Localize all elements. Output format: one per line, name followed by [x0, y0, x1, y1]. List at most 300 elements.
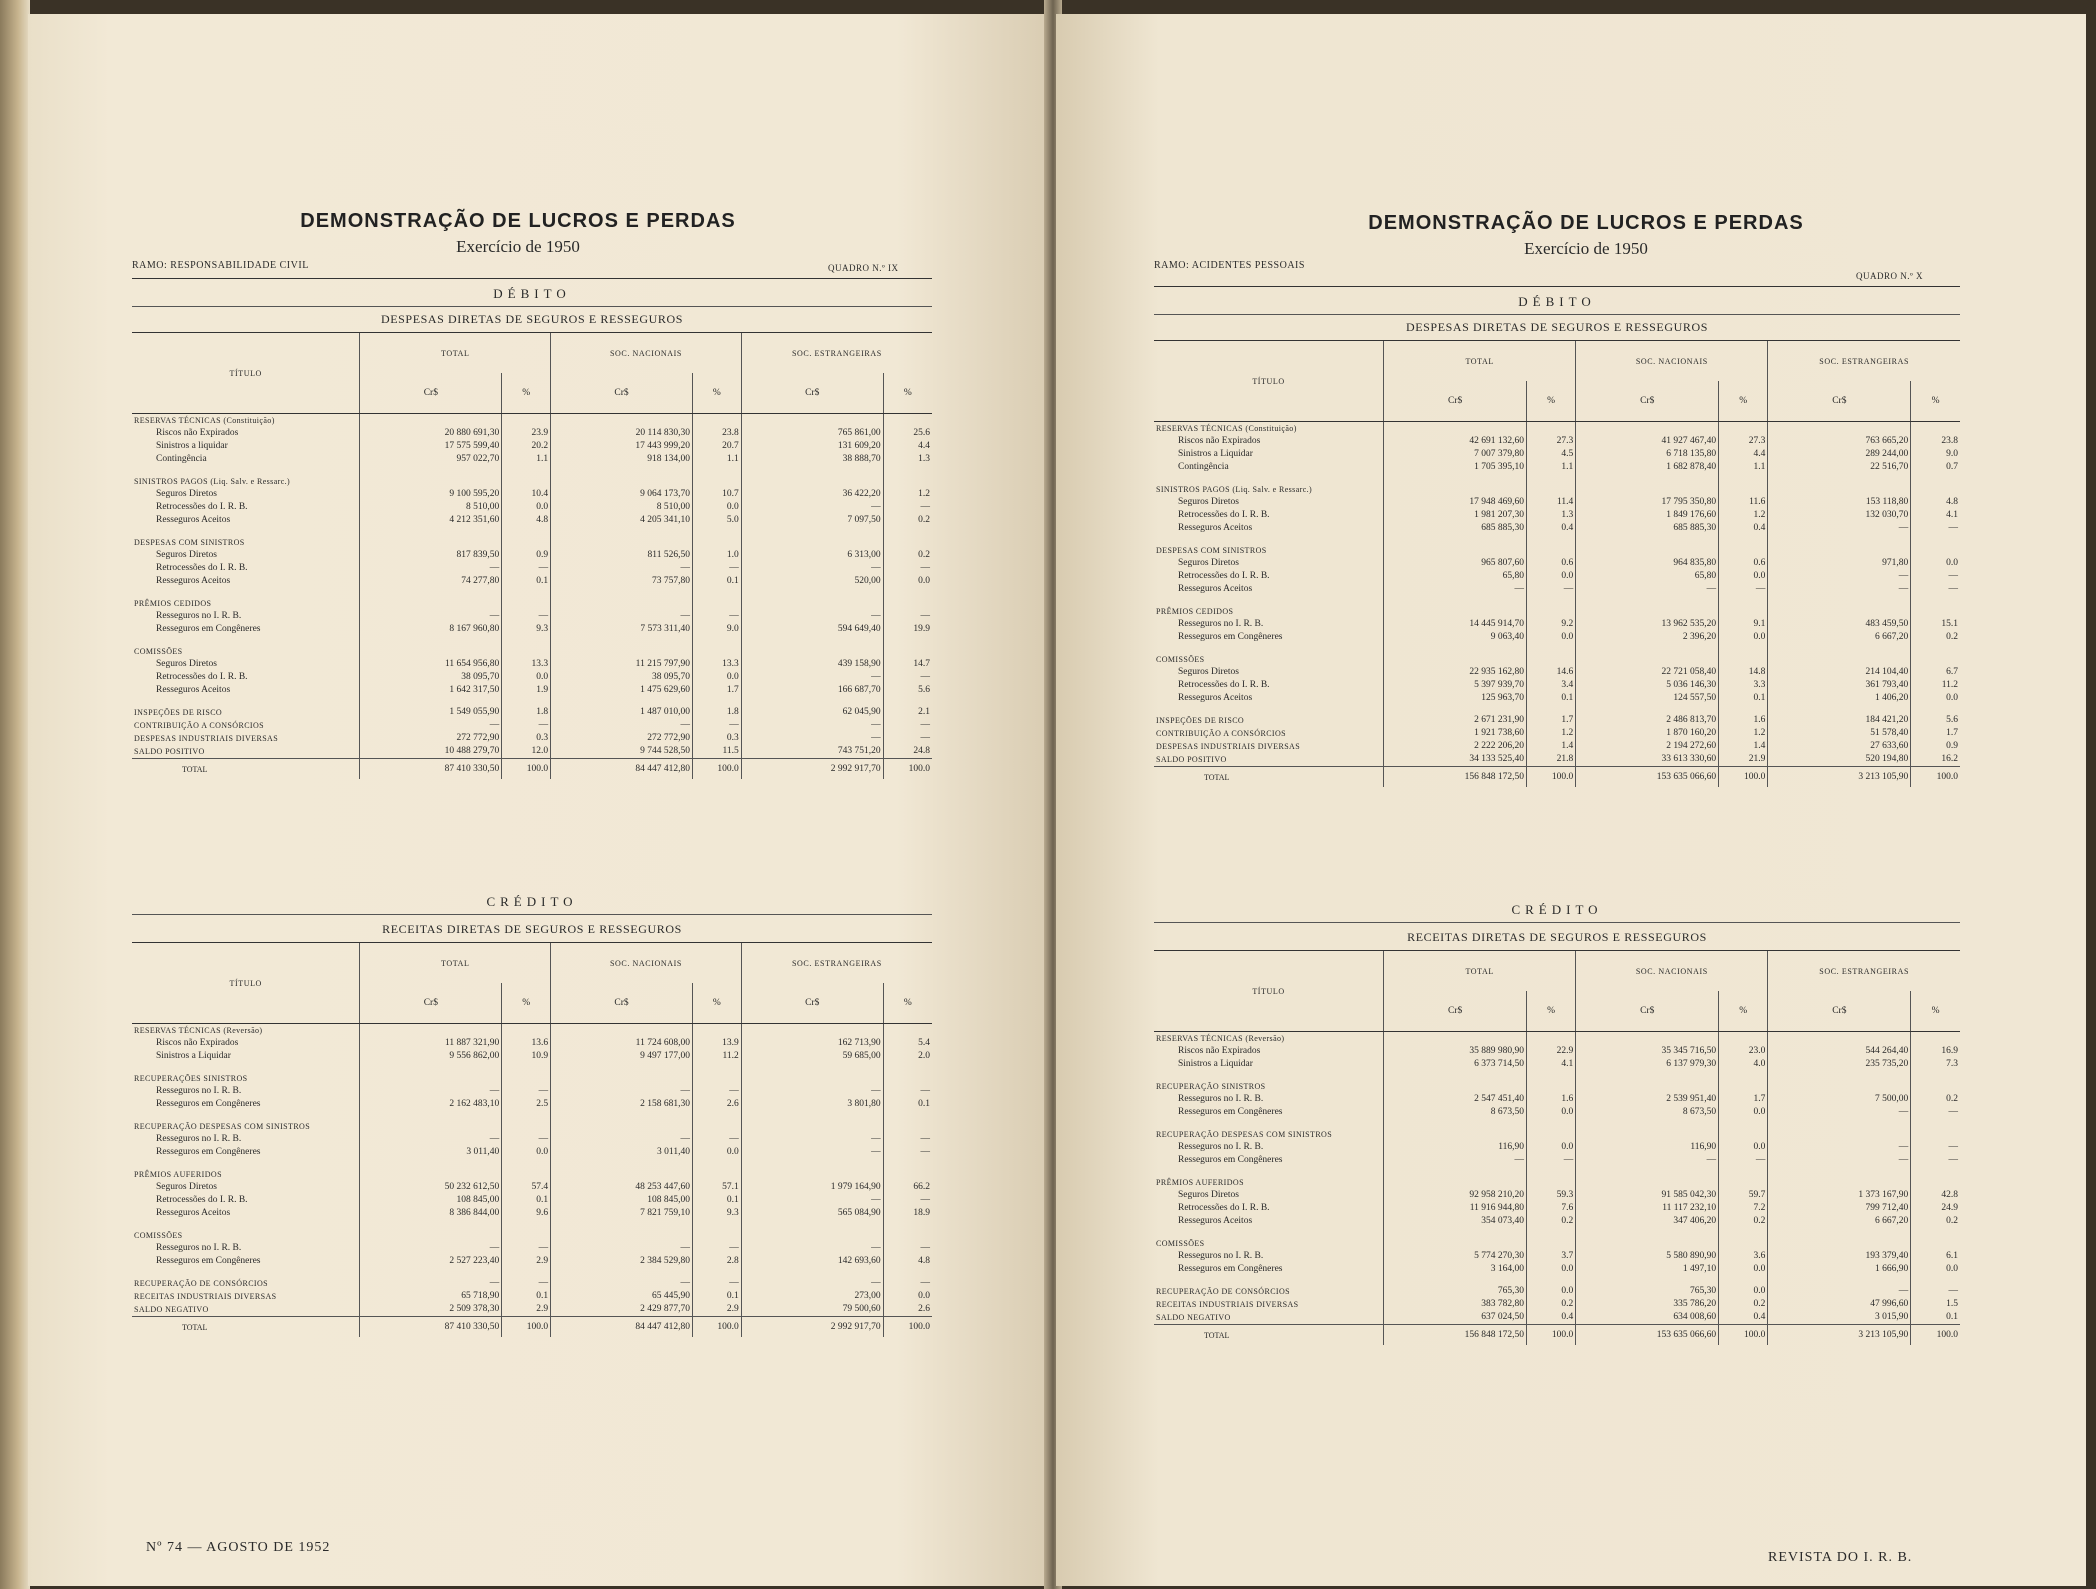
percent-cell: [692, 536, 741, 549]
right-page: [1056, 14, 2086, 1586]
amount-cell: 20 114 830,30: [551, 427, 693, 440]
table-row: [1154, 1106, 1960, 1119]
row-label: DESPESAS COM SINISTROS: [134, 538, 245, 547]
percent-header: %: [1911, 991, 1960, 1032]
row-gap: [1719, 644, 1768, 653]
percent-cell: 0.1: [1527, 692, 1576, 705]
row-gap: [692, 1220, 741, 1229]
amount-cell: 8 510,00: [551, 501, 693, 514]
row-gap: [883, 527, 932, 536]
table-row: [132, 732, 932, 745]
amount-cell: 2 992 917,70: [741, 1317, 883, 1338]
table-row: [132, 1133, 932, 1146]
amount-cell: —: [741, 719, 883, 732]
table-row: [1154, 461, 1960, 474]
row-gap: [692, 636, 741, 645]
amount-cell: —: [1768, 1141, 1911, 1154]
amount-cell: [741, 1120, 883, 1133]
row-label: Seguros Diretos: [156, 489, 217, 499]
percent-cell: 1.7: [692, 684, 741, 697]
debit-subheading: DESPESAS DIRETAS DE SEGUROS E RESSEGUROS: [380, 312, 684, 326]
amount-cell: 2 162 483,10: [360, 1098, 502, 1111]
divider: [1154, 286, 1960, 287]
amount-cell: 73 757,80: [551, 575, 693, 588]
amount-cell: 79 500,60: [741, 1303, 883, 1317]
row-label: Contingência: [1178, 462, 1229, 472]
percent-cell: [1719, 483, 1768, 496]
row-label: Resseguros em Congêneres: [1178, 1264, 1283, 1274]
amount-cell: [1576, 1176, 1719, 1189]
amount-cell: 765 861,00: [741, 427, 883, 440]
percent-cell: [1911, 653, 1960, 666]
percent-cell: —: [1719, 1154, 1768, 1167]
table-row: [132, 706, 932, 719]
divider: [1154, 314, 1960, 315]
table-row: [1154, 1215, 1960, 1228]
row-gap: [1154, 1276, 1384, 1285]
amount-cell: 763 665,20: [1768, 435, 1911, 448]
percent-cell: 2.6: [692, 1098, 741, 1111]
row-gap: [132, 466, 360, 475]
amount-cell: 2 384 529,80: [551, 1255, 693, 1268]
row-gap: [741, 1220, 883, 1229]
row-label: TOTAL: [1154, 767, 1384, 788]
amount-cell: 1 682 878,40: [1576, 461, 1719, 474]
percent-cell: 11.4: [1527, 496, 1576, 509]
ramo-line: [1154, 260, 1305, 271]
row-label: RECEITAS INDUSTRIAIS DIVERSAS: [1156, 1300, 1299, 1309]
percent-cell: [502, 414, 551, 428]
row-gap: [1384, 705, 1527, 714]
amount-cell: 9 064 173,70: [551, 488, 693, 501]
table-row: [132, 1159, 932, 1168]
table-row: [132, 488, 932, 501]
row-label: Resseguros no I. R. B.: [1178, 1094, 1264, 1104]
total-header: TOTAL: [360, 943, 551, 984]
amount-cell: —: [1576, 583, 1719, 596]
percent-cell: [1527, 1237, 1576, 1250]
percent-header: %: [1911, 381, 1960, 422]
row-gap: [1527, 644, 1576, 653]
percent-cell: 1.2: [1527, 727, 1576, 740]
percent-cell: 4.4: [1719, 448, 1768, 461]
nacionais-header: SOC. NACIONAIS: [1576, 951, 1768, 992]
amount-cell: 5 036 146,30: [1576, 679, 1719, 692]
percent-cell: 100.0: [692, 759, 741, 780]
percent-cell: [692, 1168, 741, 1181]
table-row: [1154, 653, 1960, 666]
amount-cell: 5 774 270,30: [1384, 1250, 1527, 1263]
amount-cell: 1 497,10: [1576, 1263, 1719, 1276]
amount-cell: 125 963,70: [1384, 692, 1527, 705]
table-row: [132, 697, 932, 706]
table-row: [132, 453, 932, 466]
percent-cell: 100.0: [1527, 1325, 1576, 1346]
row-label: Retrocessões do I. R. B.: [1178, 680, 1270, 690]
percent-cell: —: [1911, 522, 1960, 535]
amount-cell: [551, 1120, 693, 1133]
percent-cell: 0.2: [883, 549, 932, 562]
percent-cell: [502, 597, 551, 610]
percent-cell: 23.8: [692, 427, 741, 440]
page-footer: REVISTA DO I. R. B.: [1768, 1550, 1913, 1565]
table-row: [132, 1303, 932, 1317]
percent-cell: 23.8: [1911, 435, 1960, 448]
amount-cell: 354 073,40: [1384, 1215, 1527, 1228]
row-label: Riscos não Expirados: [1178, 436, 1261, 446]
percent-cell: [692, 414, 741, 428]
row-gap: [1527, 1228, 1576, 1237]
table-row: [132, 1277, 932, 1290]
currency-header: Cr$: [1384, 381, 1527, 422]
row-gap: [1527, 705, 1576, 714]
table-row: [1154, 692, 1960, 705]
table-row: [132, 440, 932, 453]
row-gap: [132, 1111, 360, 1120]
percent-cell: 9.1: [1719, 618, 1768, 631]
table-row: [132, 1037, 932, 1050]
percent-cell: [502, 475, 551, 488]
percent-cell: [692, 1024, 741, 1038]
row-gap: [132, 1159, 360, 1168]
amount-cell: —: [360, 1133, 502, 1146]
table-row: [1154, 1189, 1960, 1202]
row-gap: [1154, 705, 1384, 714]
percent-cell: 7.2: [1719, 1202, 1768, 1215]
table-row: [1154, 1093, 1960, 1106]
percent-cell: 0.0: [883, 1290, 932, 1303]
amount-cell: 594 649,40: [741, 623, 883, 636]
table-row: [132, 745, 932, 759]
row-label: Resseguros Aceitos: [1178, 693, 1253, 703]
percent-cell: —: [692, 562, 741, 575]
row-label: Resseguros Aceitos: [156, 576, 231, 586]
amount-cell: —: [741, 562, 883, 575]
amount-cell: 50 232 612,50: [360, 1181, 502, 1194]
total-header: TOTAL: [1384, 341, 1576, 382]
amount-cell: [1576, 1128, 1719, 1141]
row-label: RECUPERAÇÃO DE CONSÓRCIOS: [1156, 1287, 1291, 1296]
row-gap: [1384, 1167, 1527, 1176]
percent-cell: [883, 597, 932, 610]
amount-cell: 17 948 469,60: [1384, 496, 1527, 509]
percent-cell: 0.0: [1527, 1141, 1576, 1154]
table-row: [132, 1063, 932, 1072]
amount-cell: 3 213 105,90: [1768, 1325, 1911, 1346]
row-gap: [360, 588, 502, 597]
row-gap: [1768, 705, 1911, 714]
percent-cell: —: [883, 671, 932, 684]
row-gap: [1384, 1276, 1527, 1285]
left-header: [218, 210, 818, 257]
amount-cell: [360, 536, 502, 549]
percent-cell: 6.7: [1911, 666, 1960, 679]
table-row: [1154, 535, 1960, 544]
percent-cell: 14.6: [1527, 666, 1576, 679]
row-label: Resseguros Aceitos: [156, 515, 231, 525]
percent-cell: —: [502, 562, 551, 575]
amount-cell: [360, 1229, 502, 1242]
row-label: Resseguros no I. R. B.: [1178, 1142, 1264, 1152]
percent-cell: 0.0: [1719, 631, 1768, 644]
table-row: [132, 1072, 932, 1085]
amount-cell: [1384, 422, 1527, 436]
percent-cell: 20.7: [692, 440, 741, 453]
percent-cell: 0.0: [1527, 570, 1576, 583]
row-gap: [1768, 535, 1911, 544]
percent-cell: 2.9: [692, 1303, 741, 1317]
row-gap: [551, 1063, 693, 1072]
row-gap: [741, 527, 883, 536]
amount-cell: 8 673,50: [1576, 1106, 1719, 1119]
row-label: Riscos não Expirados: [156, 1038, 239, 1048]
row-label: Resseguros no I. R. B.: [156, 1243, 242, 1253]
percent-cell: 19.9: [883, 623, 932, 636]
percent-cell: [1911, 1176, 1960, 1189]
amount-cell: 2 671 231,90: [1384, 714, 1527, 727]
table-row: [132, 610, 932, 623]
percent-cell: 0.0: [883, 575, 932, 588]
estrangeiras-header: SOC. ESTRANGEIRAS: [741, 943, 932, 984]
percent-cell: 0.4: [1719, 1311, 1768, 1325]
row-gap: [132, 1268, 360, 1277]
percent-cell: 0.0: [1719, 570, 1768, 583]
percent-cell: 0.1: [692, 1290, 741, 1303]
amount-cell: [1768, 1032, 1911, 1046]
percent-cell: [1527, 544, 1576, 557]
amount-cell: [360, 1168, 502, 1181]
percent-cell: —: [1911, 1285, 1960, 1298]
row-gap: [741, 1268, 883, 1277]
credit-subheading: RECEITAS DIRETAS DE SEGUROS E RESSEGUROS: [382, 922, 682, 936]
row-gap: [1911, 705, 1960, 714]
total-header: TOTAL: [360, 333, 551, 374]
amount-cell: 11 887 321,90: [360, 1037, 502, 1050]
table-row: [132, 684, 932, 697]
percent-cell: [883, 1024, 932, 1038]
percent-cell: 1.1: [692, 453, 741, 466]
amount-cell: [1576, 483, 1719, 496]
amount-cell: 1 981 207,30: [1384, 509, 1527, 522]
percent-cell: 4.5: [1527, 448, 1576, 461]
amount-cell: 483 459,50: [1768, 618, 1911, 631]
table-row: [132, 1050, 932, 1063]
row-gap: [883, 1220, 932, 1229]
percent-cell: 1.7: [1719, 1093, 1768, 1106]
percent-cell: [883, 1072, 932, 1085]
amount-cell: —: [360, 1085, 502, 1098]
row-gap: [1911, 596, 1960, 605]
amount-cell: 156 848 172,50: [1384, 1325, 1527, 1346]
amount-cell: 565 084,90: [741, 1207, 883, 1220]
debit-heading: DÉBITO: [493, 286, 571, 301]
percent-cell: 0.2: [1719, 1215, 1768, 1228]
percent-cell: 0.0: [1719, 1285, 1768, 1298]
amount-cell: 7 821 759,10: [551, 1207, 693, 1220]
amount-cell: 59 685,00: [741, 1050, 883, 1063]
percent-cell: 1.2: [1719, 509, 1768, 522]
percent-cell: [502, 1024, 551, 1038]
percent-cell: 10.7: [692, 488, 741, 501]
percent-cell: 1.7: [1527, 714, 1576, 727]
debit-table: [1154, 340, 1960, 787]
amount-cell: 42 691 132,60: [1384, 435, 1527, 448]
percent-cell: 1.1: [502, 453, 551, 466]
row-label: Resseguros Aceitos: [1178, 584, 1253, 594]
percent-cell: 4.1: [1911, 509, 1960, 522]
currency-header: Cr$: [1384, 991, 1527, 1032]
amount-cell: 214 104,40: [1768, 666, 1911, 679]
row-gap: [502, 1220, 551, 1229]
row-label: PRÊMIOS AUFERIDOS: [1156, 1178, 1244, 1187]
percent-cell: 5.4: [883, 1037, 932, 1050]
amount-cell: —: [741, 1277, 883, 1290]
currency-header: Cr$: [551, 983, 693, 1024]
amount-cell: 4 212 351,60: [360, 514, 502, 527]
page-title: DEMONSTRAÇÃO DE LUCROS E PERDAS: [1368, 212, 1804, 234]
row-label: Seguros Diretos: [1178, 1190, 1239, 1200]
percent-cell: —: [1911, 1141, 1960, 1154]
row-gap: [1527, 474, 1576, 483]
titulo-header: TÍTULO: [132, 333, 360, 414]
amount-cell: —: [1576, 1154, 1719, 1167]
row-gap: [692, 1268, 741, 1277]
amount-cell: 65 445,90: [551, 1290, 693, 1303]
percent-cell: 0.6: [1527, 557, 1576, 570]
percent-cell: [1527, 653, 1576, 666]
row-gap: [360, 1063, 502, 1072]
row-label: COMISSÕES: [1156, 1239, 1205, 1248]
row-gap: [741, 636, 883, 645]
row-gap: [1384, 1071, 1527, 1080]
amount-cell: 153 635 066,60: [1576, 767, 1719, 788]
amount-cell: 116,90: [1384, 1141, 1527, 1154]
percent-cell: 1.2: [883, 488, 932, 501]
debit-heading: DÉBITO: [1518, 294, 1596, 309]
row-gap: [1911, 1228, 1960, 1237]
table-row: [132, 527, 932, 536]
row-gap: [551, 1159, 693, 1168]
percent-cell: 0.0: [692, 671, 741, 684]
amount-cell: 765,30: [1384, 1285, 1527, 1298]
row-gap: [883, 1159, 932, 1168]
row-label: RECUPERAÇÃO DESPESAS COM SINISTROS: [134, 1122, 311, 1131]
row-gap: [1154, 1119, 1384, 1128]
amount-cell: 817 839,50: [360, 549, 502, 562]
table-row: [132, 588, 932, 597]
amount-cell: 132 030,70: [1768, 509, 1911, 522]
percent-cell: 0.2: [1911, 1093, 1960, 1106]
row-label: RECEITAS INDUSTRIAIS DIVERSAS: [134, 1292, 277, 1301]
amount-cell: 84 447 412,80: [551, 759, 693, 780]
amount-cell: 11 916 944,80: [1384, 1202, 1527, 1215]
percent-cell: —: [692, 719, 741, 732]
table-row: [132, 1111, 932, 1120]
row-gap: [1384, 596, 1527, 605]
amount-cell: [360, 1072, 502, 1085]
percent-cell: [1527, 1128, 1576, 1141]
percent-cell: 25.6: [883, 427, 932, 440]
row-label: COMISSÕES: [134, 647, 183, 656]
percent-cell: 1.1: [1527, 461, 1576, 474]
row-label: INSPEÇÕES DE RISCO: [134, 708, 223, 717]
amount-cell: 17 795 350,80: [1576, 496, 1719, 509]
row-gap: [132, 1220, 360, 1229]
amount-cell: 383 782,80: [1384, 1298, 1527, 1311]
table-row: [1154, 753, 1960, 767]
row-gap: [883, 466, 932, 475]
percent-cell: [692, 1120, 741, 1133]
row-gap: [1719, 705, 1768, 714]
amount-cell: 91 585 042,30: [1576, 1189, 1719, 1202]
amount-cell: 7 007 379,80: [1384, 448, 1527, 461]
percent-cell: 9.3: [692, 1207, 741, 1220]
percent-cell: 0.9: [1911, 740, 1960, 753]
amount-cell: 1 487 010,00: [551, 706, 693, 719]
table-row: [1154, 1237, 1960, 1250]
table-row: [132, 475, 932, 488]
amount-cell: 6 313,00: [741, 549, 883, 562]
amount-cell: [551, 645, 693, 658]
row-gap: [502, 636, 551, 645]
row-gap: [502, 1063, 551, 1072]
amount-cell: —: [1768, 570, 1911, 583]
amount-cell: [741, 645, 883, 658]
row-label: RECUPERAÇÃO DE CONSÓRCIOS: [134, 1279, 269, 1288]
percent-cell: 1.6: [1719, 714, 1768, 727]
amount-cell: 9 497 177,00: [551, 1050, 693, 1063]
amount-cell: [551, 597, 693, 610]
table-row: [1154, 1298, 1960, 1311]
row-label: Sinistros a Liquidar: [1178, 449, 1253, 459]
percent-cell: 0.2: [1911, 1215, 1960, 1228]
amount-cell: —: [741, 1194, 883, 1207]
percent-cell: [1911, 483, 1960, 496]
row-gap: [1384, 644, 1527, 653]
row-gap: [502, 1268, 551, 1277]
amount-cell: 1 666,90: [1768, 1263, 1911, 1276]
amount-cell: 273,00: [741, 1290, 883, 1303]
row-gap: [132, 588, 360, 597]
table-row: [1154, 618, 1960, 631]
amount-cell: 1 642 317,50: [360, 684, 502, 697]
amount-cell: 6 137 979,30: [1576, 1058, 1719, 1071]
table-row: [132, 1255, 932, 1268]
amount-cell: 193 379,40: [1768, 1250, 1911, 1263]
row-gap: [1576, 1167, 1719, 1176]
estrangeiras-header: SOC. ESTRANGEIRAS: [741, 333, 932, 374]
debit-table: [132, 332, 932, 779]
amount-cell: [741, 536, 883, 549]
table-row: [1154, 1080, 1960, 1093]
row-label: Sinistros a Liquidar: [1178, 1059, 1253, 1069]
row-label: SALDO NEGATIVO: [1156, 1313, 1231, 1322]
row-label: RESERVAS TÉCNICAS (Reversão): [134, 1026, 263, 1035]
row-label: Sinistros a liquidar: [156, 441, 228, 451]
amount-cell: [1384, 1237, 1527, 1250]
row-gap: [1154, 474, 1384, 483]
amount-cell: —: [741, 610, 883, 623]
amount-cell: 9 556 862,00: [360, 1050, 502, 1063]
amount-cell: 3 213 105,90: [1768, 767, 1911, 788]
amount-cell: —: [1768, 1154, 1911, 1167]
percent-cell: [1911, 605, 1960, 618]
percent-header: %: [883, 983, 932, 1024]
percent-cell: 4.1: [1527, 1058, 1576, 1071]
row-gap: [1576, 474, 1719, 483]
page-subtitle: Exercício de 1950: [1524, 239, 1648, 258]
amount-cell: [360, 1024, 502, 1038]
